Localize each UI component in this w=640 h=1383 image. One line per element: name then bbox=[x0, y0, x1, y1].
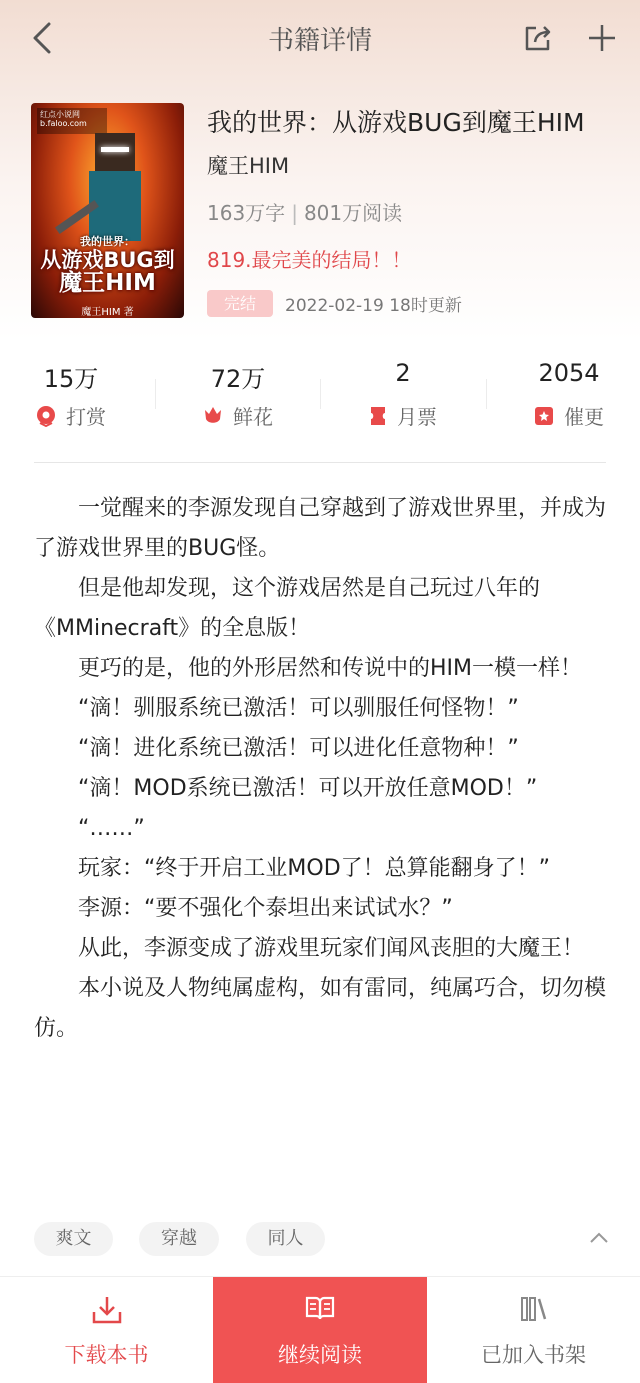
metric-divider bbox=[155, 379, 156, 409]
status-badge: 完结 bbox=[207, 290, 273, 317]
synopsis-paragraph: 从此，李源变成了游戏里玩家们闻风丧胆的大魔王！ bbox=[78, 936, 585, 961]
urge-update-icon bbox=[534, 406, 554, 426]
metric-value: 2054 bbox=[538, 359, 600, 387]
download-icon bbox=[91, 1295, 123, 1325]
metric-value: 2 bbox=[395, 359, 411, 387]
metric-label: 月票 bbox=[397, 405, 437, 429]
metric-urge-update[interactable] bbox=[504, 355, 634, 435]
cover-figure-eyes bbox=[101, 147, 129, 152]
tag-list bbox=[34, 1222, 606, 1258]
reward-icon bbox=[36, 405, 56, 427]
cover-subtitle: 我的世界： bbox=[80, 235, 135, 248]
synopsis-paragraph: 一觉醒来的李源发现自己穿越到了游戏世界里，并成为了游戏世界里的BUG怪。 bbox=[34, 496, 607, 561]
page-title: 书籍详情 bbox=[267, 26, 372, 56]
metric-label: 打赏 bbox=[66, 405, 106, 429]
metrics-row bbox=[0, 355, 640, 435]
metric-flower[interactable] bbox=[173, 355, 303, 435]
cover-publisher-url: b.faloo.com bbox=[40, 119, 87, 128]
cover-figure-head bbox=[95, 133, 135, 171]
tag-item[interactable]: 爽文 bbox=[34, 1222, 113, 1256]
metric-reward[interactable] bbox=[6, 355, 136, 435]
metric-divider bbox=[486, 379, 487, 409]
bottom-action-bar bbox=[0, 1276, 640, 1383]
metric-label: 催更 bbox=[564, 405, 604, 429]
divider bbox=[34, 462, 606, 463]
continue-reading-label: 继续阅读 bbox=[278, 1343, 362, 1367]
tag-item[interactable]: 同人 bbox=[246, 1222, 325, 1256]
cover-title-line1: 从游戏BUG到 bbox=[40, 248, 175, 272]
share-button[interactable] bbox=[518, 16, 558, 60]
cover-publisher-logo bbox=[37, 108, 107, 134]
bookshelf-icon bbox=[519, 1295, 549, 1323]
synopsis-paragraph: 但是他却发现，这个游戏居然是自己玩过八年的《MMinecraft》的全息版！ bbox=[34, 576, 541, 641]
metric-monthly-ticket[interactable] bbox=[338, 355, 468, 435]
read-count: 801万阅读 bbox=[303, 201, 403, 225]
synopsis-paragraph: 更巧的是，他的外形居然和传说中的HIM一模一样！ bbox=[78, 656, 583, 681]
synopsis-paragraph: 本小说及人物纯属虚构，如有雷同，纯属巧合，切勿模仿。 bbox=[34, 976, 607, 1041]
bookshelf-button[interactable] bbox=[427, 1277, 640, 1383]
book-title: 我的世界：从游戏BUG到魔王HIM bbox=[207, 108, 585, 137]
synopsis-paragraph: 李源：“要不强化个泰坦出来试试水？” bbox=[78, 896, 453, 921]
synopsis bbox=[34, 489, 606, 1049]
cover-publisher-name: 红点小说网 bbox=[40, 110, 80, 119]
stats-separator: | bbox=[291, 201, 298, 225]
metric-value: 72万 bbox=[210, 365, 266, 393]
top-bar bbox=[0, 0, 640, 76]
metric-divider bbox=[320, 379, 321, 409]
plus-icon bbox=[587, 23, 617, 53]
monthly-ticket-icon bbox=[369, 406, 387, 426]
update-time: 2022-02-19 18时更新 bbox=[285, 296, 462, 316]
book-stats bbox=[207, 197, 402, 226]
continue-reading-button[interactable] bbox=[213, 1277, 427, 1383]
tag-item[interactable]: 穿越 bbox=[139, 1222, 219, 1256]
synopsis-paragraph: “滴！驯服系统已激活！可以驯服任何怪物！” bbox=[78, 696, 519, 721]
collapse-button[interactable] bbox=[585, 1224, 613, 1252]
add-button[interactable] bbox=[580, 16, 624, 60]
share-icon bbox=[522, 22, 554, 54]
download-label: 下载本书 bbox=[64, 1343, 149, 1367]
cover-author: 魔王HIM 著 bbox=[81, 307, 134, 318]
book-icon bbox=[305, 1295, 335, 1321]
synopsis-paragraph: “滴！进化系统已激活！可以进化任意物种！” bbox=[78, 736, 519, 761]
latest-chapter-link[interactable]: 819.最完美的结局！！ bbox=[207, 248, 412, 272]
synopsis-paragraph: 玩家：“终于开启工业MOD了！总算能翻身了！” bbox=[78, 856, 551, 881]
book-author[interactable]: 魔王HIM bbox=[207, 154, 290, 178]
chevron-up-icon bbox=[589, 1232, 609, 1244]
download-button[interactable] bbox=[0, 1277, 213, 1383]
metric-label: 鲜花 bbox=[233, 405, 273, 429]
synopsis-paragraph: “……” bbox=[78, 816, 145, 841]
synopsis-paragraph: “滴！MOD系统已激活！可以开放任意MOD！” bbox=[78, 776, 538, 801]
cover-title-line2: 魔王HIM bbox=[59, 270, 156, 296]
metric-value: 15万 bbox=[43, 365, 99, 393]
flower-icon bbox=[203, 406, 223, 426]
book-cover[interactable] bbox=[31, 103, 184, 318]
word-count: 163万字 bbox=[207, 201, 286, 225]
bookshelf-label: 已加入书架 bbox=[481, 1343, 586, 1367]
